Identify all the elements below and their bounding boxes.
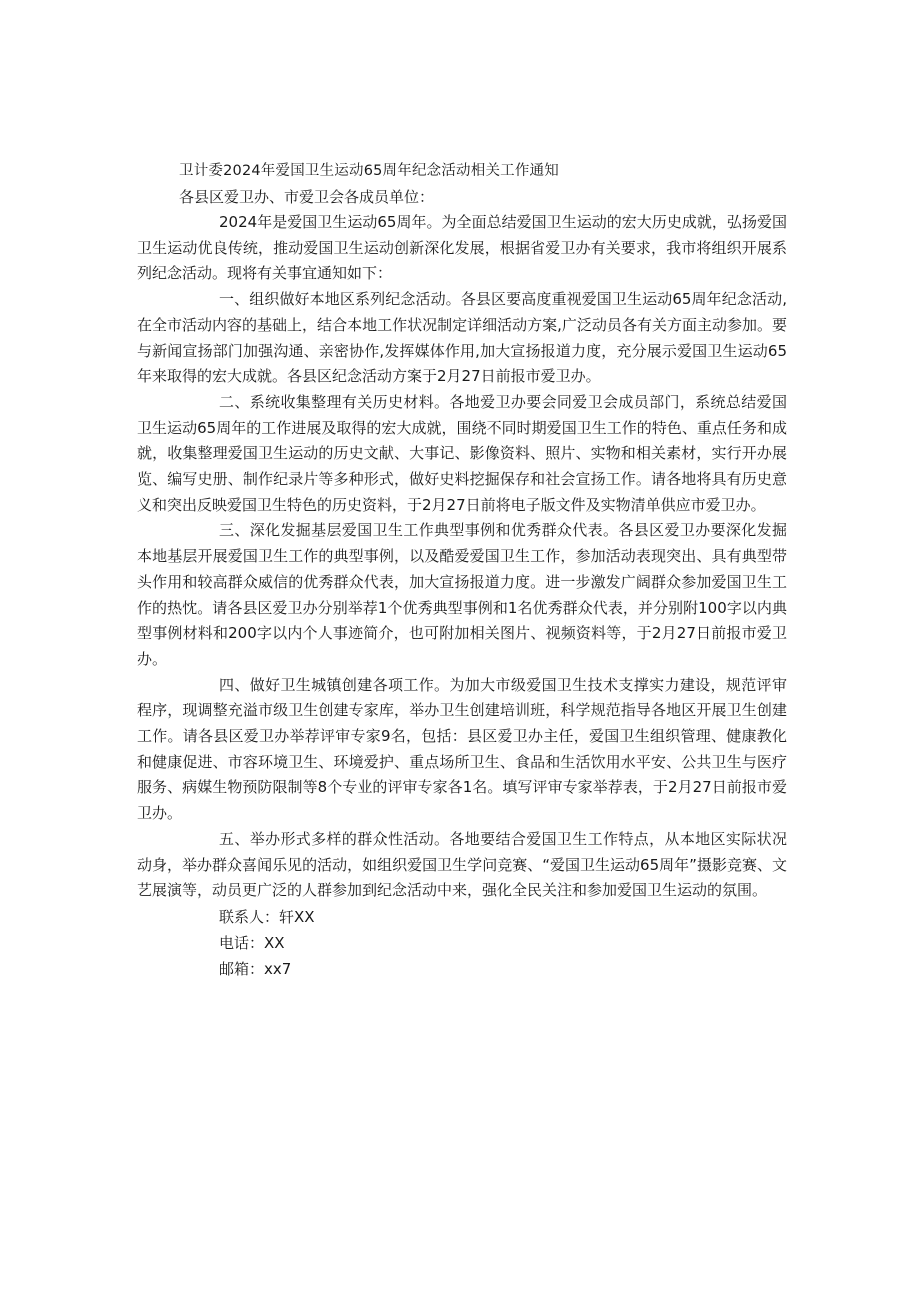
document-title: 卫计委2024年爱国卫生运动65周年纪念活动相关工作通知 bbox=[179, 163, 559, 179]
paragraph-item-5: 五、举办形式多样的群众性活动。各地要结合爱国卫生工作特点，从本地区实际状况动身，举办群众喜闻乐见的活动，如组织爱国卫生学问竞赛、“爱国卫生运动65周年”摄影竞赛、文艺展演等，动员更广泛的人群参加到纪念活动中来，强化全民关注和参加爱国卫生运动的氛围。 bbox=[137, 829, 787, 900]
greeting-line: 各县区爱卫办、市爱卫会各成员单位： bbox=[179, 188, 435, 206]
contact-phone: 电话：XX bbox=[219, 933, 285, 952]
paragraph-intro: 2024年是爱国卫生运动65周年。为全面总结爱国卫生运动的宏大历史成就，弘扬爱国卫生运动优良传统，推动爱国卫生运动创新深化发展，根据省爱卫办有关要求，我市将组织开展系列纪念活动。现将有关事宜通知如下： bbox=[137, 213, 787, 283]
paragraph-item-2: 二、系统收集整理有关历史材料。各地爱卫办要会同爱卫会成员部门，系统总结爱国卫生运动65周年的工作进展及取得的宏大成就，围绕不同时期爱国卫生工作的特色、重点任务和成就，收集整理爱国卫生运动的历史文献、大事记、影像资料、照片、实物和相关素材，实行开办展览、编写史册、制作纪录片等多种形式，做好史料挖掘保存和社会宣扬工作。请各地将具有历史意义和突出反映爱国卫生特色的历史资料，于2月27日前将电子版文件及实物清单供应市爱卫办。 bbox=[137, 392, 787, 514]
paragraph-item-3: 三、深化发掘基层爱国卫生工作典型事例和优秀群众代表。各县区爱卫办要深化发掘本地基层开展爱国卫生工作的典型事例，以及酷爱爱国卫生工作，参加活动表现突出、具有典型带头作用和较高群众威信的优秀群众代表，加大宣扬报道力度。进一步激发广阔群众参加爱国卫生工作的热忱。请各县区爱卫办分别举荐1个优秀典型事例和1名优秀群众代表，并分别附100字以内典型事例材料和200字以内个人事迹简介，也可附加相关图片、视频资料等，于2月27日前报市爱卫办。 bbox=[137, 521, 787, 668]
contact-email: 邮箱：xx7 bbox=[219, 959, 292, 978]
paragraph-item-4: 四、做好卫生城镇创建各项工作。为加大市级爱国卫生技术支撑实力建设，规范评审程序，现调整充溢市级卫生创建专家库，举办卫生创建培训班，科学规范指导各地区开展卫生创建工作。请各县区爱卫办举荐评审专家9名，包括：县区爱卫办主任，爱国卫生组织管理、健康教化和健康促进、市容环境卫生、环境爱护、重点场所卫生、食品和生活饮用水平安、公共卫生与医疗服务、病媒生物预防限制等8个专业的评审专家各1名。填写评审专家举荐表，于2月27日前报市爱卫办。 bbox=[137, 675, 787, 823]
document-body bbox=[137, 158, 787, 982]
paragraph-item-1: 一、组织做好本地区系列纪念活动。各县区要高度重视爱国卫生运动65周年纪念活动,在全市活动内容的基础上，结合本地工作状况制定详细活动方案,广泛动员各有关方面主动参加。要与新闻宣扬部门加强沟通、亲密协作,发挥媒体作用,加大宣扬报道力度，充分展示爱国卫生运动65年来取得的宏大成就。各县区纪念活动方案于2月27日前报市爱卫办。 bbox=[137, 290, 787, 386]
contact-person: 联系人：轩XX bbox=[219, 907, 315, 926]
